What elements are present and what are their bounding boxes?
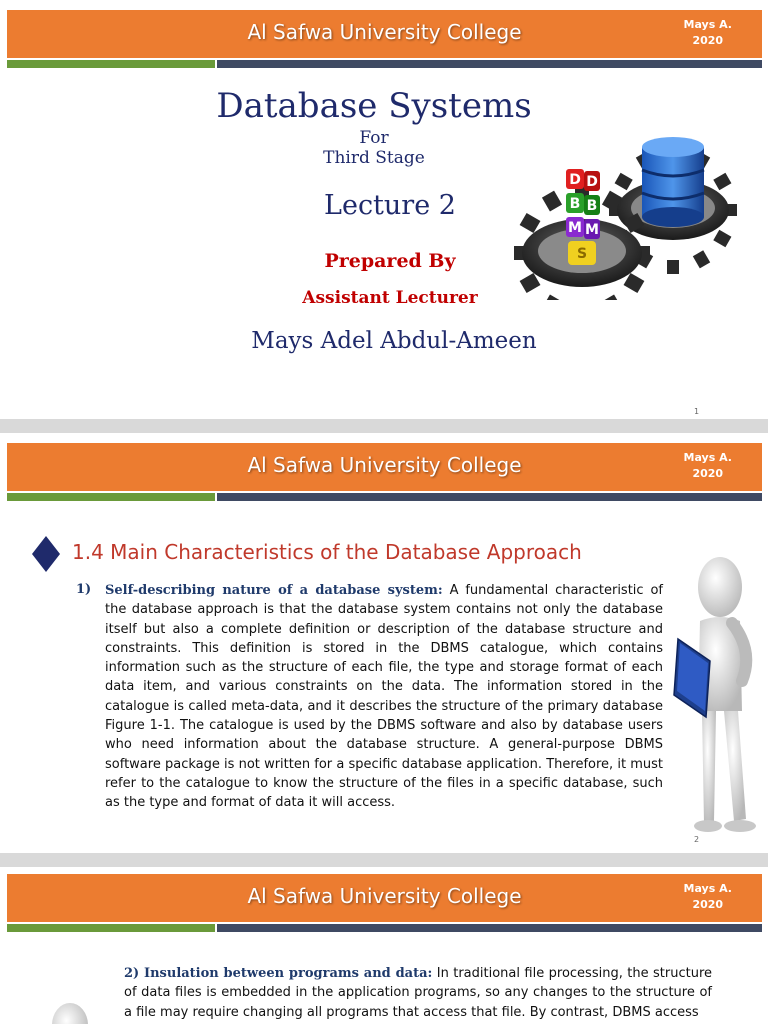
database-cylinder-icon xyxy=(642,137,704,227)
svg-text:S: S xyxy=(576,246,588,262)
slide-2 xyxy=(0,433,768,853)
dbms-gears-illustration xyxy=(510,135,740,300)
slide-title: Database Systems xyxy=(216,86,532,126)
item-title: Self-describing nature of a database system: xyxy=(105,583,443,598)
role-label: Assistant Lecturer xyxy=(302,288,478,308)
slide-separator xyxy=(0,419,768,433)
accent-bar-navy xyxy=(217,60,762,68)
diamond-bullet-icon xyxy=(30,536,62,572)
item-paragraph xyxy=(124,964,712,1022)
slide-header xyxy=(7,874,762,922)
for-label: For xyxy=(359,128,389,148)
header-title: Al Safwa University College xyxy=(247,453,522,477)
item-paragraph xyxy=(105,581,663,813)
figure-head-illustration xyxy=(48,1001,92,1024)
svg-text:M: M xyxy=(568,220,582,236)
svg-text:B: B xyxy=(586,198,598,214)
svg-text:M: M xyxy=(585,222,599,238)
dbms-dice-stack-icon xyxy=(566,169,600,265)
item-number: 1) xyxy=(76,582,92,597)
header-title: Al Safwa University College xyxy=(247,20,522,44)
header-author: Mays A. 2020 xyxy=(683,18,732,47)
header-author: Mays A. 2020 xyxy=(683,882,732,911)
item-body: In traditional file processing, the structure of data files is embedded in the application programs, so any changes to the structure of a file may require changing all programs that access that file. By contrast, DBMS access xyxy=(124,966,713,1020)
svg-text:D: D xyxy=(586,174,598,190)
section-heading: 1.4 Main Characteristics of the Database Approach xyxy=(72,540,582,564)
prepared-by-label: Prepared By xyxy=(324,250,456,272)
page-number: 1 xyxy=(694,407,700,416)
stage-label: Third Stage xyxy=(323,148,425,168)
accent-bar-green xyxy=(7,60,215,68)
slide-header xyxy=(7,10,762,58)
slide-1 xyxy=(0,0,768,419)
reading-figure-illustration xyxy=(670,551,766,841)
page-number: 2 xyxy=(694,835,700,844)
header-title: Al Safwa University College xyxy=(247,884,522,908)
item-body: A fundamental characteristic of the database approach is that the database system contains not only the database itself but also a complete definition or description of the database structure and constraints. This definition is stored in the DBMS catalogue, which contains information such as the structure of each file, the type and storage format of each data item, and various constraints on the data. The information stored in the catalogue is called meta-data, and it describes the structure of the primary database Figure 1-1. The catalogue is used by the DBMS software and also by database users who need information about the database structure. A general-purpose DBMS software package is not written for a specific database application. Therefore, it must refer to the catalogue to know the structure of the files in a specific database, such as the type and format of data it will access. xyxy=(105,583,663,811)
author-full-name: Mays Adel Abdul-Ameen xyxy=(251,328,537,354)
header-author: Mays A. 2020 xyxy=(683,451,732,480)
accent-bar-green xyxy=(7,493,215,501)
lecture-label: Lecture 2 xyxy=(324,190,456,221)
item-title: 2) Insulation between programs and data: xyxy=(124,966,433,981)
svg-text:B: B xyxy=(569,196,581,212)
accent-bar-green xyxy=(7,924,215,932)
accent-bar-navy xyxy=(217,493,762,501)
accent-bar-navy xyxy=(217,924,762,932)
slide-header xyxy=(7,443,762,491)
slide-3 xyxy=(0,867,768,1024)
svg-text:D: D xyxy=(569,172,581,188)
slide-separator xyxy=(0,853,768,867)
